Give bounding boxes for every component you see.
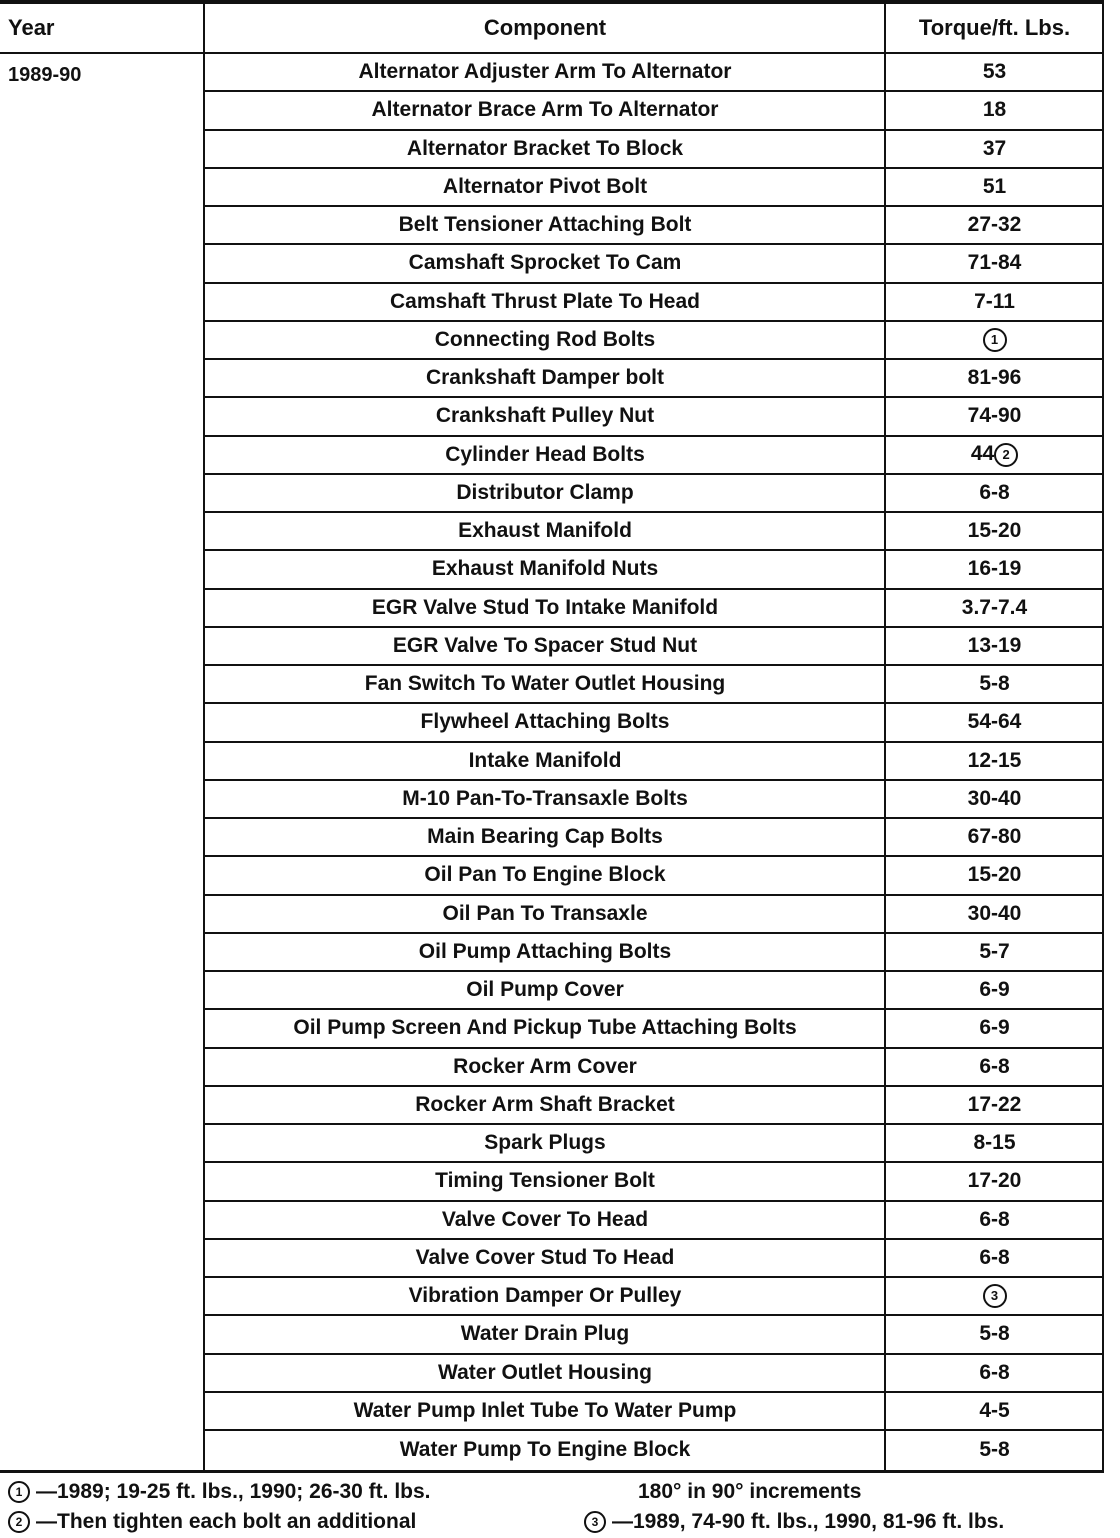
torque-value: 6-9 [979,1016,1010,1040]
table-row [205,475,1104,513]
table-row [205,322,1104,360]
table-row [205,360,1104,398]
component-cell: Crankshaft Damper bolt [425,366,665,390]
table-row [205,1010,1104,1048]
footnote-reference: 2 [994,443,1018,467]
table-row [205,513,1104,551]
torque-value: 67-80 [967,825,1022,849]
table-row [205,54,1104,92]
component-cell: Camshaft Sprocket To Cam [408,251,682,275]
year-value: 1989-90 [8,64,82,86]
footnote-1-text: —1989; 19-25 ft. lbs., 1990; 26-30 ft. lbs. [36,1480,431,1503]
torque-value: 71-84 [967,251,1022,275]
torque-cell [885,442,1104,466]
torque-cell [885,1131,1104,1155]
table-row [205,1355,1104,1393]
component-cell: Cylinder Head Bolts [445,442,645,466]
table-row [205,437,1104,475]
component-cell: Rocker Arm Cover [453,1054,637,1078]
table-row [205,704,1104,742]
torque-value: 18 [982,98,1007,122]
component-cell: Exhaust Manifold Nuts [431,557,659,581]
footnote-3 [584,1510,1004,1534]
footnote-marker-3: 3 [584,1511,606,1533]
torque-value: 44 [970,442,995,466]
torque-cell [885,1438,1104,1462]
footnote-2-text: —Then tighten each bolt an additional [36,1510,417,1533]
component-cell: Spark Plugs [484,1131,606,1155]
component-cell: Water Pump To Engine Block [399,1438,691,1462]
torque-cell [885,137,1104,161]
torque-cell [885,749,1104,773]
component-cell: Flywheel Attaching Bolts [420,710,670,734]
torque-cell [885,787,1104,811]
table-bottom-border [0,1470,1104,1473]
table-row [205,1163,1104,1201]
table-row [205,590,1104,628]
table-row [205,743,1104,781]
torque-cell [885,175,1104,199]
torque-cell [885,328,1104,352]
torque-value: 6-8 [979,1360,1010,1384]
torque-cell [885,98,1104,122]
component-cell: Alternator Brace Arm To Alternator [371,98,719,122]
component-cell: Oil Pump Screen And Pickup Tube Attaching Bolts [293,1016,797,1040]
torque-value: 17-20 [967,1169,1022,1193]
torque-cell [885,1246,1104,1270]
torque-cell [885,1169,1104,1193]
torque-cell [885,940,1104,964]
torque-value: 16-19 [967,557,1022,581]
torque-cell [885,1322,1104,1346]
torque-value: 5-8 [979,672,1010,696]
torque-cell [885,481,1104,505]
table-row [205,245,1104,283]
torque-cell [885,710,1104,734]
footnote-marker-1: 1 [8,1481,30,1503]
footnote-2 [8,1510,416,1534]
footnote-2-cont-text: 180° in 90° increments [638,1480,862,1503]
torque-value: 74-90 [967,404,1022,428]
component-cell: Valve Cover Stud To Head [415,1245,675,1269]
table-row [205,131,1104,169]
torque-value: 6-9 [979,978,1010,1002]
component-cell: Oil Pump Cover [466,978,624,1002]
torque-value: 81-96 [967,366,1022,390]
torque-value: 5-7 [979,939,1010,963]
table-row [205,896,1104,934]
component-cell: EGR Valve Stud To Intake Manifold [371,595,719,619]
component-cell: Oil Pump Attaching Bolts [418,939,672,963]
torque-value: 13-19 [967,633,1022,657]
torque-value: 30-40 [967,786,1022,810]
footnotes [0,1478,1120,1538]
torque-cell [885,672,1104,696]
footnote-1 [8,1480,431,1504]
footnote-marker-2: 2 [8,1511,30,1533]
table-row [205,92,1104,130]
torque-value: 51 [982,174,1007,198]
table-row [205,1316,1104,1354]
table-row [205,666,1104,704]
torque-cell [885,366,1104,390]
component-cell: Camshaft Thrust Plate To Head [390,289,700,313]
torque-value: 15-20 [967,519,1022,543]
table-row [205,972,1104,1010]
component-cell: Vibration Damper Or Pulley [408,1284,682,1308]
component-cell: Exhaust Manifold [458,519,632,543]
torque-cell [885,825,1104,849]
component-cell: Oil Pan To Engine Block [424,863,666,887]
torque-value: 8-15 [973,1131,1016,1155]
component-cell: Alternator Adjuster Arm To Alternator [358,60,732,84]
table-row [205,284,1104,322]
torque-cell [885,60,1104,84]
component-cell: Main Bearing Cap Bolts [427,825,663,849]
component-cell: Intake Manifold [468,748,622,772]
header-torque: Torque/ft. Lbs. [918,15,1071,40]
footnote-2-continuation [638,1480,861,1504]
component-cell: Valve Cover To Head [441,1207,649,1231]
table-row [205,398,1104,436]
component-cell: Alternator Pivot Bolt [442,174,648,198]
header-component: Component [483,15,607,40]
component-cell: Alternator Bracket To Block [406,136,684,160]
torque-value: 6-8 [979,1245,1010,1269]
component-cell: M-10 Pan-To-Transaxle Bolts [402,786,688,810]
component-cell: EGR Valve To Spacer Stud Nut [392,633,698,657]
torque-cell [885,1208,1104,1232]
table-row [205,1049,1104,1087]
component-cell: Fan Switch To Water Outlet Housing [364,672,726,696]
torque-value: 37 [982,136,1007,160]
torque-value: 53 [982,60,1007,84]
component-cell: Rocker Arm Shaft Bracket [415,1092,675,1116]
component-cell: Water Drain Plug [460,1322,630,1346]
torque-cell [885,519,1104,543]
header-year: Year [8,15,55,40]
table-row [205,1278,1104,1316]
table-row [205,1087,1104,1125]
torque-value: 54-64 [967,710,1022,734]
torque-value: 6-8 [979,1054,1010,1078]
component-cell: Water Outlet Housing [438,1360,652,1384]
torque-cell [885,902,1104,926]
component-cell: Oil Pan To Transaxle [442,901,648,925]
footnote-reference: 1 [983,328,1007,352]
torque-cell [885,978,1104,1002]
table-row [205,207,1104,245]
torque-cell [885,1284,1104,1308]
torque-value: 12-15 [967,748,1022,772]
torque-cell [885,557,1104,581]
torque-cell [885,863,1104,887]
torque-value: 6-8 [979,1207,1010,1231]
torque-value: 3.7-7.4 [961,595,1028,619]
torque-cell [885,404,1104,428]
table-row [205,1202,1104,1240]
footnote-3-text: —1989, 74-90 ft. lbs., 1990, 81-96 ft. lbs. [612,1510,1005,1533]
table-row [205,1431,1104,1469]
torque-cell [885,1055,1104,1079]
component-cell: Connecting Rod Bolts [434,327,656,351]
torque-cell [885,1399,1104,1423]
torque-value: 27-32 [967,213,1022,237]
table-row [205,551,1104,589]
torque-value: 4-5 [979,1398,1010,1422]
table-row [205,1393,1104,1431]
torque-cell [885,1361,1104,1385]
torque-cell [885,1016,1104,1040]
component-cell: Timing Tensioner Bolt [435,1169,655,1193]
torque-value: 15-20 [967,863,1022,887]
component-cell: Water Pump Inlet Tube To Water Pump [353,1398,737,1422]
torque-cell [885,251,1104,275]
footnote-reference: 3 [983,1284,1007,1308]
table-body [205,54,1104,1469]
torque-cell [885,1093,1104,1117]
torque-value: 17-22 [967,1092,1022,1116]
component-cell: Distributor Clamp [456,480,634,504]
component-cell: Belt Tensioner Attaching Bolt [398,213,692,237]
torque-cell [885,290,1104,314]
table-row [205,628,1104,666]
torque-value: 7-11 [974,289,1015,313]
component-cell: Crankshaft Pulley Nut [435,404,655,428]
table-row [205,1240,1104,1278]
torque-value: 30-40 [967,901,1022,925]
torque-cell [885,634,1104,658]
torque-value: 6-8 [979,480,1010,504]
torque-value: 5-8 [979,1438,1010,1462]
torque-cell [885,213,1104,237]
table-row [205,857,1104,895]
torque-cell [885,596,1104,620]
table-row [205,934,1104,972]
table-row [205,819,1104,857]
table-row [205,1125,1104,1163]
torque-value: 5-8 [979,1322,1010,1346]
table-row [205,781,1104,819]
table-row [205,169,1104,207]
